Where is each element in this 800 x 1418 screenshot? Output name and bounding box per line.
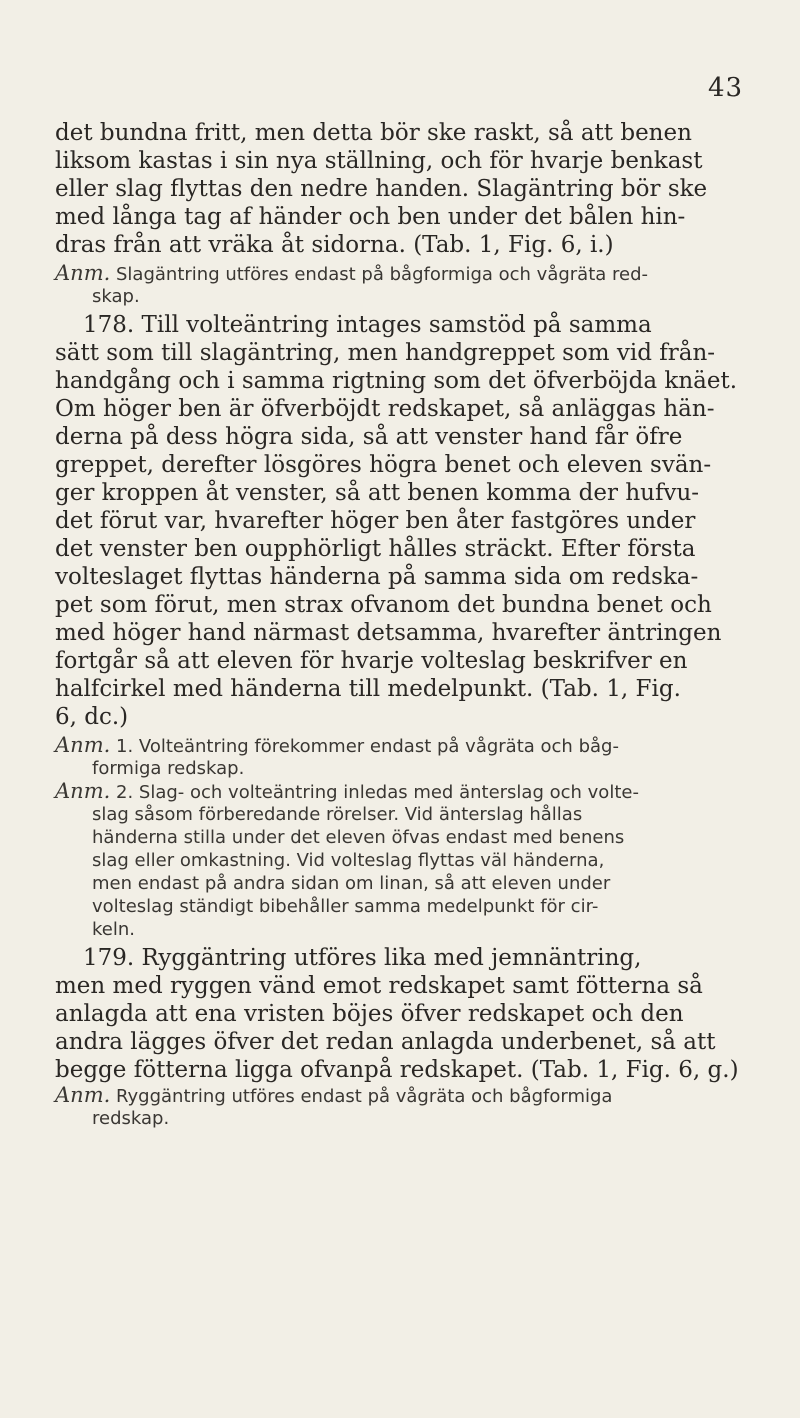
note-line: volteslag ständigt bibehåller samma medelpunkt för cir- (92, 896, 599, 917)
body-line: handgång och i samma rigtning som det öfverböjda knäet. (55, 368, 738, 394)
body-line: med långa tag af händer och ben under det bålen hin- (55, 204, 686, 230)
body-line: men med ryggen vänd emot redskapet samt fötterna så (55, 973, 703, 999)
body-line: det bundna fritt, men detta bör ske raskt, så att benen (55, 120, 692, 146)
note-line (55, 734, 750, 757)
note-text: Ryggäntring utföres endast på vågräta och bågformiga (110, 1086, 613, 1107)
body-line: anlagda att ena vristen böjes öfver redskapet och den (55, 1001, 684, 1027)
body-line: ger kroppen åt venster, så att benen komma der hufvu- (55, 480, 700, 506)
body-line: pet som förut, men strax ofvanom det bundna benet och (55, 592, 712, 618)
body-line: det venster ben oupphörligt hålles sträckt. Efter första (55, 536, 696, 562)
body-line: derna på dess högra sida, så att venster hand får öfre (55, 424, 683, 450)
body-line: begge fötterna ligga ofvanpå redskapet. (Tab. 1, Fig. 6, g.) (55, 1057, 739, 1083)
body-line: halfcirkel med händerna till medelpunkt. (Tab. 1, Fig. (55, 676, 681, 702)
body-line: med höger hand närmast detsamma, hvarefter äntringen (55, 620, 722, 646)
note-line: slag eller omkastning. Vid volteslag flyttas väl händerna, (92, 850, 605, 871)
body-line: 6, dc.) (55, 704, 129, 730)
note-line: händerna stilla under det eleven öfvas endast med benens (92, 827, 625, 848)
note-line: redskap. (92, 1108, 170, 1129)
note-label: Anm. (55, 779, 111, 803)
section-178-line: 178. Till volteäntring intages samstöd på samma (83, 312, 652, 338)
note-line: slag såsom förberedande rörelser. Vid änterslag hållas (92, 804, 583, 825)
note-label: Anm. (55, 1083, 111, 1107)
body-line: greppet, derefter lösgöres högra benet och eleven svän- (55, 452, 712, 478)
section-179-line: 179. Ryggäntring utföres lika med jemnäntring, (83, 945, 642, 971)
note-line (55, 780, 750, 803)
note-text: 1. Volteäntring förekommer endast på vågräta och båg- (110, 736, 619, 757)
note-line: formiga redskap. (92, 758, 245, 779)
body-line: andra lägges öfver det redan anlagda underbenet, så att (55, 1029, 716, 1055)
body-line: volteslaget flyttas händerna på samma sida om redska- (55, 564, 699, 590)
note-line: men endast på andra sidan om linan, så att eleven under (92, 873, 611, 894)
body-line: Om höger ben är öfverböjdt redskapet, så anläggas hän- (55, 396, 715, 422)
note-line (55, 1084, 750, 1107)
page-body-text (55, 119, 750, 1130)
note-text: Slagäntring utföres endast på bågformiga och vågräta red- (110, 264, 649, 285)
body-line: dras från att vräka åt sidorna. (Tab. 1, Fig. 6, i.) (55, 232, 614, 258)
note-line: keln. (92, 919, 135, 940)
note-text: 2. Slag- och volteäntring inledas med änterslag och volte- (110, 782, 639, 803)
body-line: fortgår så att eleven för hvarje volteslag beskrifver en (55, 648, 688, 674)
page-number: 43 (708, 73, 744, 103)
note-line: skap. (92, 286, 140, 307)
body-line: eller slag flyttas den nedre handen. Slagäntring bör ske (55, 176, 708, 202)
note-label: Anm. (55, 261, 111, 285)
body-line: liksom kastas i sin nya ställning, och för hvarje benkast (55, 148, 703, 174)
body-line: det förut var, hvarefter höger ben åter fastgöres under (55, 508, 696, 534)
note-line (55, 262, 750, 285)
note-label: Anm. (55, 733, 111, 757)
body-line: sätt som till slagäntring, men handgreppet som vid från- (55, 340, 716, 366)
